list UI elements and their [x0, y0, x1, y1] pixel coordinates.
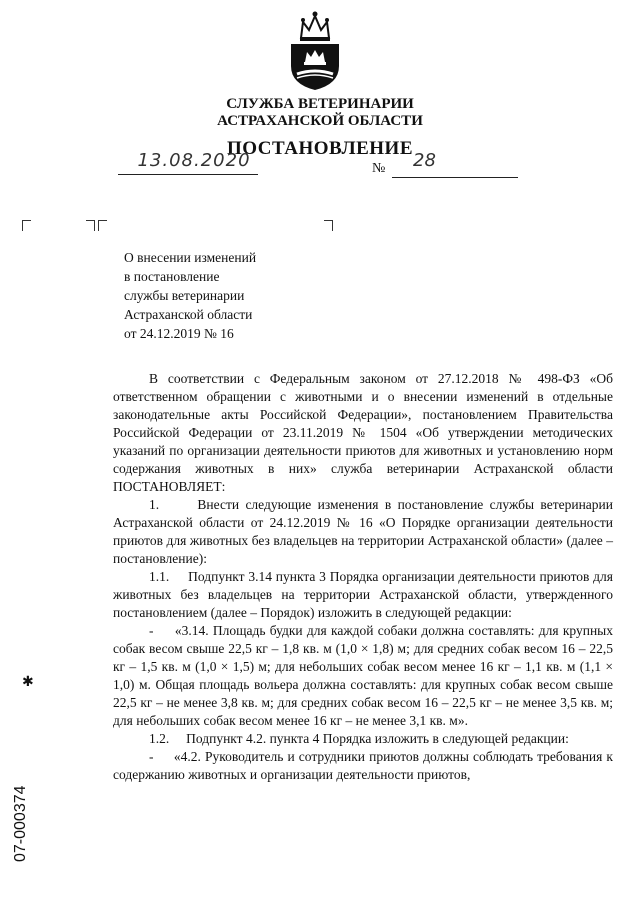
corner-bracket-mid-right	[86, 220, 95, 231]
document-body	[113, 370, 613, 784]
subject-line: О внесении изменений	[124, 250, 257, 265]
date-underline	[118, 174, 258, 175]
clause-1-1: 1.1. Подпункт 3.14 пункта 3 Порядка организации деятельности приютов для животных без владельцев на территории Астраханской области, утвержденного постановлением (далее – Порядок) изложить в следующей редакции:	[113, 569, 613, 620]
document-title: ПОСТАНОВЛЕНИЕ	[226, 138, 414, 159]
registration-stamp-number: 07-000374	[12, 785, 29, 862]
number-underline	[392, 177, 518, 178]
subject-line: Астраханской области	[124, 307, 253, 322]
quoted-subclause-4-2: - «4.2. Руководитель и сотрудники приютов должны соблюдать требования к содержанию животных и организации деятельности приютов,	[113, 749, 613, 782]
organization-name-line1: СЛУЖБА ВЕТЕРИНАРИИ	[226, 96, 414, 112]
preamble-paragraph: В соответствии с Федеральным законом от 27.12.2018 № 498-ФЗ «Об ответственном обращении с животными и о внесении изменений в отдельные законодательные акты Российской Федерации», постановлением Правительства Российской Федерации от 23.11.2019 № 1504 «Об утверждении методических указаний по организации деятельности приютов для животных и установлению норм содержания животных в них» служба ветеринарии Астраханской области ПОСТАНОВЛЯЕТ:	[113, 371, 613, 494]
clause-1: 1. Внести следующие изменения в постановление службы ветеринарии Астраханской области от 24.12.2019 № 16 «О Порядке организации деятельности приютов для животных без владельцев на территории Астраханской области» (далее – постановление):	[113, 497, 613, 566]
subject-line: от 24.12.2019 № 16	[124, 326, 234, 341]
corner-bracket-mid-left	[98, 220, 107, 231]
corner-bracket-right	[324, 220, 333, 231]
corner-bracket-left	[22, 220, 31, 231]
margin-mark: ✱	[22, 674, 34, 690]
subject-block	[124, 248, 256, 343]
coat-of-arms-emblem	[283, 8, 347, 92]
handwritten-date: 13.08.2020	[137, 150, 251, 171]
organization-name-line2: АСТРАХАНСКОЙ ОБЛАСТИ	[217, 113, 423, 129]
number-sign: №	[372, 161, 386, 176]
subject-line: службы ветеринарии	[124, 288, 245, 303]
quoted-subclause-3-14: - «3.14. Площадь будки для каждой собаки должна составлять: для крупных собак весом свыше 22,5 кг – 1,8 кв. м (1,0 × 1,8) м; для средних собак весом 16 – 22,5 кг – 1,5 кв. м (1,0 × 1,5) м; для небольших собак весом менее 16 кг – 1,1 кв. м (1,1 × 1,0) м. Общая площадь вольера должна составлять: для крупных собак весом свыше 22,5 кг – не менее 3,8 кв. м; для средних собак весом 16 – 22,5 кг – не менее 3,5 кв. м; для небольших собак весом менее 16 кг – не менее 3,1 кв. м».	[113, 623, 613, 728]
clause-1-2: 1.2. Подпункт 4.2. пункта 4 Порядка изложить в следующей редакции:	[149, 731, 569, 746]
subject-line: в постановление	[124, 269, 220, 284]
handwritten-number: 28	[413, 150, 436, 171]
